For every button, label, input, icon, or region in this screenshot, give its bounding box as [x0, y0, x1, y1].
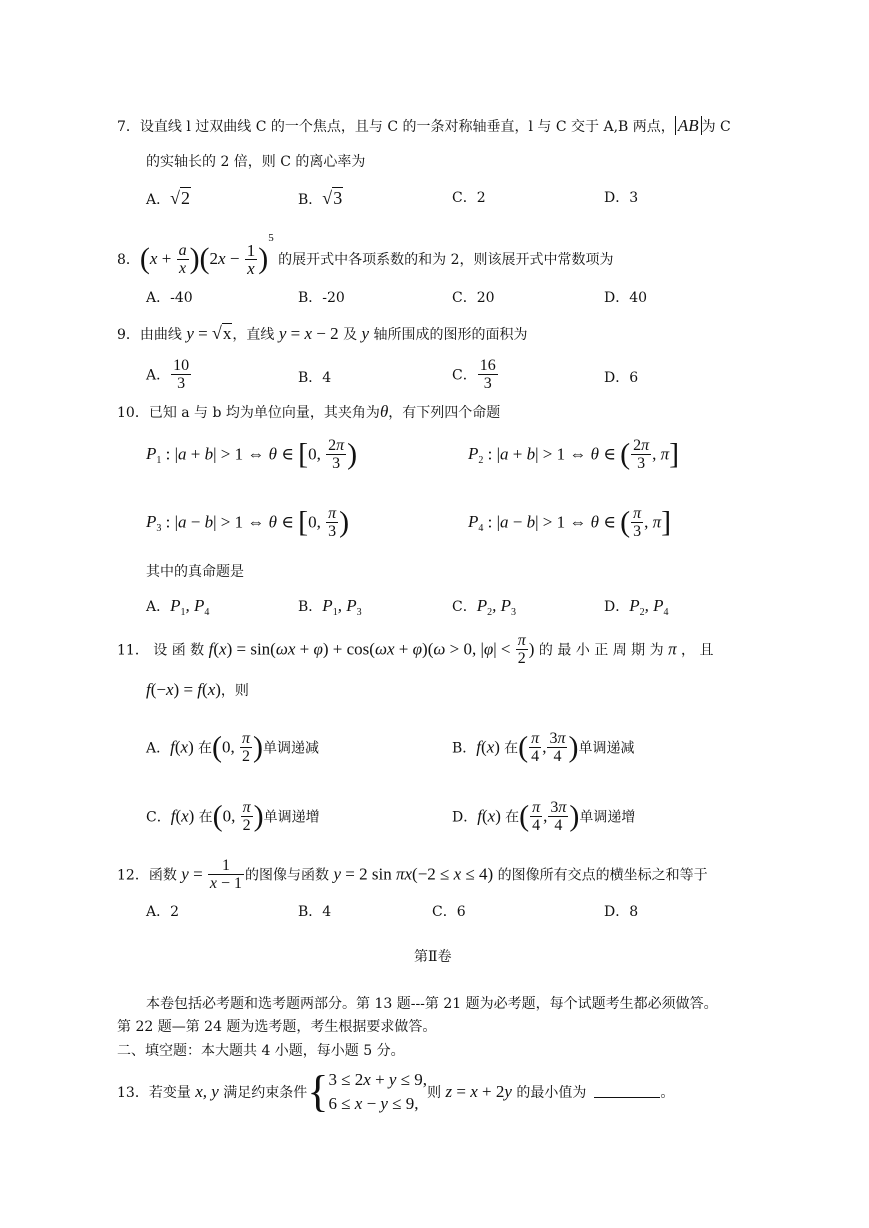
q7-option-d: D．3	[604, 190, 639, 206]
q10-p3: $P_3$ : |a − b| > 1 ⇔ θ ∈ [0, $\frac{\pi}{3}$ )	[146, 505, 350, 540]
q13-line: 13．若变量 x, y 满足约束条件{ 3 ≤ 2x + y ≤ 9, 6 ≤ x − y ≤ 9, 则 z = x + 2y 的最小值为 。	[117, 1067, 675, 1116]
q8-line: 8．(x + $\frac{a}{x}$ )(2x − $\frac{1}{x}$ )$^5$ 的展开式中各项系数的和为 2，则该展开式中常数项为	[117, 232, 614, 278]
q10-true-label: 其中的真命题是	[146, 564, 244, 580]
q8-option-a: A．-40	[146, 290, 193, 306]
q10-option-c: C．$P_2$, $P_3$	[452, 596, 516, 618]
q9-line: 9．由曲线 y = √x，直线 y = x − 2 及 y 轴所围成的图形的面积为	[117, 323, 528, 343]
section-para1: 本卷包括必考题和选考题两部分。第 13 题---第 21 题为必考题，每个试题考生都必须做答。	[146, 996, 718, 1012]
q8-option-c: C．20	[452, 290, 495, 306]
q10-p2: $P_2$ : |a + b| > 1 ⇔ θ ∈ ( $\frac{2\pi}{3}$ , π]	[468, 437, 680, 472]
q11-stem: 11． 设 函 数 f(x) = sin(ωx + φ) + cos(ωx + φ)(ω > 0, |φ| < $\frac{\pi}{2}$ ) 的 最 小 正 周 期 为 π ， 且	[117, 632, 714, 667]
q11-option-c: C．f(x) 在(0, $\frac{\pi}{2}$ )单调递增	[146, 799, 320, 834]
q9-option-b: B．4	[298, 370, 332, 386]
q9-option-c: C． $\frac{16}{3}$	[452, 357, 496, 392]
q9-option-d: D．6	[604, 370, 639, 386]
q7-line1	[117, 116, 731, 137]
section-title: 第Ⅱ卷	[414, 949, 452, 965]
q10-option-a: A．$P_1$, $P_4$	[146, 596, 210, 618]
section-para2: 第 22 题—第 24 题为选考题，考生根据要求做答。	[117, 1019, 437, 1035]
q7-option-b: B．√3	[298, 188, 343, 208]
q10-p4: $P_4$ : |a − b| > 1 ⇔ θ ∈ ( $\frac{\pi}{3}$ , π]	[468, 505, 672, 540]
q13-answer-blank	[594, 1083, 660, 1098]
q8-option-d: D．40	[604, 290, 648, 306]
q12-option-c: C．6	[432, 904, 466, 920]
q7-option-a: A．√2	[146, 188, 191, 208]
q10-p1: $P_1$ : |a + b| > 1 ⇔ θ ∈ [0, $\frac{2\pi}{3}$ )	[146, 437, 358, 472]
q8-option-b: B．-20	[298, 290, 345, 306]
q10-option-b: B．$P_1$, $P_3$	[298, 596, 362, 618]
q10-stem: 10．已知 a 与 b 均为单位向量，其夹角为θ，有下列四个命题	[117, 402, 501, 421]
q7-option-c: C．2	[452, 190, 486, 206]
q7-line2: 的实轴长的 2 倍，则 C 的离心率为	[146, 154, 366, 170]
q12-option-b: B．4	[298, 904, 332, 920]
q9-option-a: A． $\frac{10}{3}$	[146, 357, 190, 392]
q11-option-a: A．f(x) 在(0, $\frac{\pi}{2}$ )单调递减	[146, 730, 320, 765]
q7-text: 7．设直线 l 过双曲线 C 的一个焦点，且与 C 的一条对称轴垂直，l 与 C 交于 A,B 两点，	[117, 119, 675, 135]
q11-option-d: D．f(x) 在( $\frac{\pi}{4}$ , $\frac{3\pi}{4}$ )单调递增	[452, 799, 636, 834]
section-part2: 二、填空题：本大题共 4 小题，每小题 5 分。	[117, 1043, 405, 1059]
q12-line: 12．函数 y = $\frac{1}{x - 1}$ 的图像与函数 y = 2 sin πx(−2 ≤ x ≤ 4) 的图像所有交点的横坐标之和等于	[117, 857, 708, 892]
q11-option-b: B．f(x) 在( $\frac{\pi}{4}$ , $\frac{3\pi}{4}$ )单调递减	[452, 730, 635, 765]
q12-option-a: A．2	[146, 904, 180, 920]
q11-line2: f(−x) = f(x)，则	[146, 680, 249, 699]
q7-abs-ab: AB	[675, 116, 702, 135]
q12-option-d: D．8	[604, 904, 639, 920]
q7-text-tail: 为 C	[701, 119, 731, 135]
q10-option-d: D．$P_2$, $P_4$	[604, 596, 669, 618]
